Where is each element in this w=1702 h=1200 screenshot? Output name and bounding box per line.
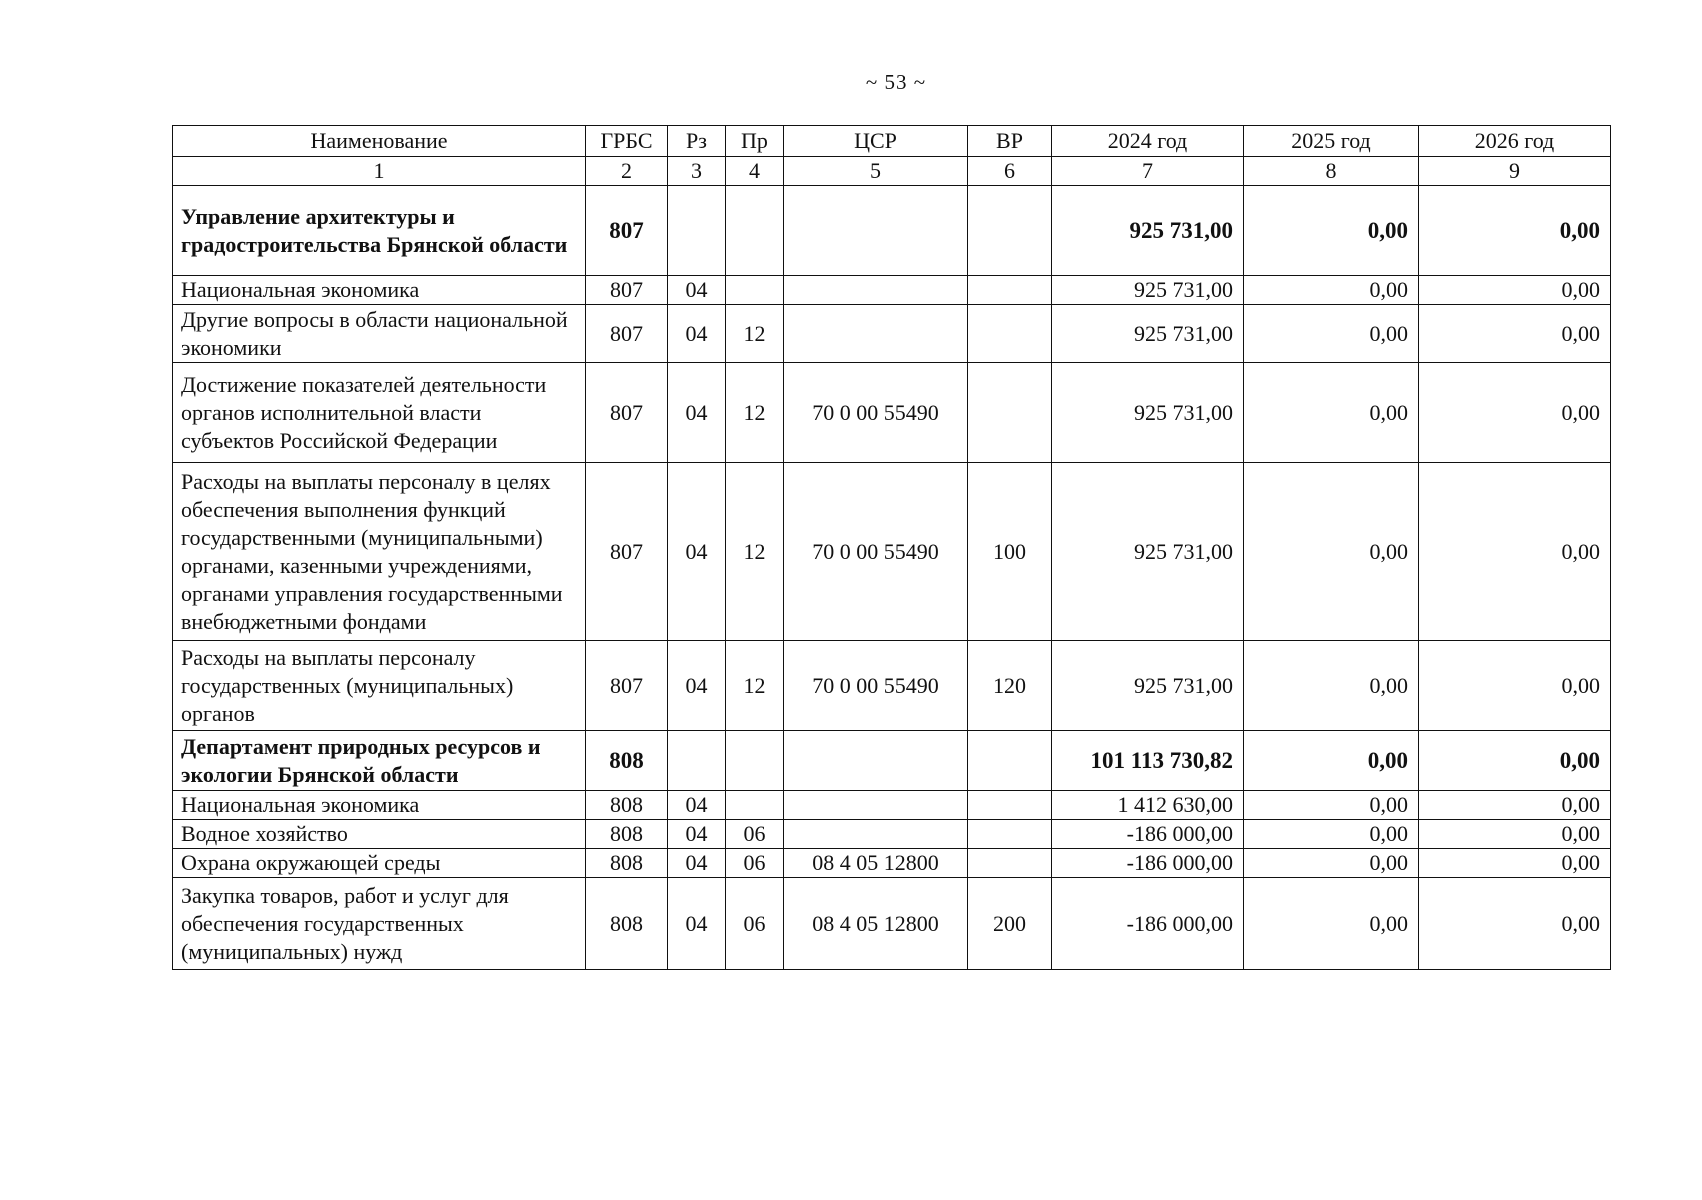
cell-grbs: 807 bbox=[586, 363, 668, 463]
column-number-cell: 1 bbox=[173, 157, 586, 186]
cell-grbs: 807 bbox=[586, 305, 668, 363]
cell-grbs: 808 bbox=[586, 820, 668, 849]
budget-table bbox=[172, 125, 1611, 970]
cell-csr bbox=[784, 820, 968, 849]
cell-name: Управление архитектуры и градостроительства Брянской области bbox=[173, 186, 586, 276]
cell-name: Достижение показателей деятельности органов исполнительной власти субъектов Российской Федерации bbox=[173, 363, 586, 463]
header-cell-rz: Рз bbox=[668, 126, 726, 157]
cell-pr: 06 bbox=[726, 878, 784, 970]
cell-2026: 0,00 bbox=[1419, 641, 1611, 731]
cell-vr bbox=[968, 791, 1052, 820]
cell-pr bbox=[726, 731, 784, 791]
cell-2025: 0,00 bbox=[1244, 186, 1419, 276]
cell-2026: 0,00 bbox=[1419, 363, 1611, 463]
cell-2024: 1 412 630,00 bbox=[1052, 791, 1244, 820]
cell-name: Департамент природных ресурсов и экологии Брянской области bbox=[173, 731, 586, 791]
cell-vr bbox=[968, 820, 1052, 849]
cell-2024: 925 731,00 bbox=[1052, 186, 1244, 276]
cell-csr: 70 0 00 55490 bbox=[784, 641, 968, 731]
table-row bbox=[173, 305, 1611, 363]
cell-rz bbox=[668, 186, 726, 276]
cell-csr: 70 0 00 55490 bbox=[784, 363, 968, 463]
cell-vr bbox=[968, 731, 1052, 791]
column-number-cell: 5 bbox=[784, 157, 968, 186]
cell-grbs: 808 bbox=[586, 731, 668, 791]
column-number-row bbox=[173, 157, 1611, 186]
header-cell-grbs: ГРБС bbox=[586, 126, 668, 157]
cell-2024: 925 731,00 bbox=[1052, 276, 1244, 305]
cell-csr bbox=[784, 305, 968, 363]
cell-rz: 04 bbox=[668, 363, 726, 463]
cell-2024: 925 731,00 bbox=[1052, 305, 1244, 363]
cell-pr: 12 bbox=[726, 305, 784, 363]
cell-pr: 12 bbox=[726, 463, 784, 641]
header-cell-pr: Пр bbox=[726, 126, 784, 157]
cell-csr bbox=[784, 791, 968, 820]
cell-2024: 925 731,00 bbox=[1052, 363, 1244, 463]
cell-rz: 04 bbox=[668, 641, 726, 731]
page-number: ~ 53 ~ bbox=[865, 70, 927, 94]
cell-grbs: 807 bbox=[586, 186, 668, 276]
cell-2024: 925 731,00 bbox=[1052, 641, 1244, 731]
cell-2026: 0,00 bbox=[1419, 820, 1611, 849]
column-number-cell: 7 bbox=[1052, 157, 1244, 186]
column-number-cell: 3 bbox=[668, 157, 726, 186]
cell-2025: 0,00 bbox=[1244, 463, 1419, 641]
cell-pr: 06 bbox=[726, 849, 784, 878]
cell-2025: 0,00 bbox=[1244, 305, 1419, 363]
cell-vr bbox=[968, 849, 1052, 878]
cell-pr: 06 bbox=[726, 820, 784, 849]
cell-2025: 0,00 bbox=[1244, 820, 1419, 849]
cell-grbs: 808 bbox=[586, 849, 668, 878]
header-cell-name: Наименование bbox=[173, 126, 586, 157]
header-cell-2026: 2026 год bbox=[1419, 126, 1611, 157]
cell-2025: 0,00 bbox=[1244, 363, 1419, 463]
cell-2024: -186 000,00 bbox=[1052, 878, 1244, 970]
cell-rz: 04 bbox=[668, 878, 726, 970]
cell-vr: 200 bbox=[968, 878, 1052, 970]
cell-2026: 0,00 bbox=[1419, 463, 1611, 641]
header-row bbox=[173, 126, 1611, 157]
cell-grbs: 808 bbox=[586, 791, 668, 820]
column-number-cell: 6 bbox=[968, 157, 1052, 186]
cell-pr bbox=[726, 186, 784, 276]
cell-pr bbox=[726, 791, 784, 820]
header-cell-csr: ЦСР bbox=[784, 126, 968, 157]
cell-csr: 08 4 05 12800 bbox=[784, 849, 968, 878]
cell-rz: 04 bbox=[668, 849, 726, 878]
cell-csr: 70 0 00 55490 bbox=[784, 463, 968, 641]
cell-2026: 0,00 bbox=[1419, 305, 1611, 363]
cell-vr: 100 bbox=[968, 463, 1052, 641]
cell-rz: 04 bbox=[668, 305, 726, 363]
cell-vr bbox=[968, 305, 1052, 363]
cell-grbs: 807 bbox=[586, 641, 668, 731]
cell-pr: 12 bbox=[726, 641, 784, 731]
cell-pr bbox=[726, 276, 784, 305]
cell-name: Расходы на выплаты персоналу государственных (муниципальных) органов bbox=[173, 641, 586, 731]
table-row bbox=[173, 363, 1611, 463]
cell-2025: 0,00 bbox=[1244, 641, 1419, 731]
cell-2025: 0,00 bbox=[1244, 849, 1419, 878]
cell-2025: 0,00 bbox=[1244, 878, 1419, 970]
cell-2024: 101 113 730,82 bbox=[1052, 731, 1244, 791]
table-row bbox=[173, 820, 1611, 849]
column-number-cell: 4 bbox=[726, 157, 784, 186]
cell-grbs: 807 bbox=[586, 463, 668, 641]
cell-vr bbox=[968, 276, 1052, 305]
column-number-cell: 2 bbox=[586, 157, 668, 186]
cell-vr: 120 bbox=[968, 641, 1052, 731]
cell-rz: 04 bbox=[668, 791, 726, 820]
cell-grbs: 807 bbox=[586, 276, 668, 305]
cell-name: Национальная экономика bbox=[173, 791, 586, 820]
cell-2026: 0,00 bbox=[1419, 791, 1611, 820]
cell-grbs: 808 bbox=[586, 878, 668, 970]
header-cell-2025: 2025 год bbox=[1244, 126, 1419, 157]
cell-2026: 0,00 bbox=[1419, 849, 1611, 878]
header-cell-2024: 2024 год bbox=[1052, 126, 1244, 157]
cell-rz bbox=[668, 731, 726, 791]
column-number-cell: 8 bbox=[1244, 157, 1419, 186]
table-row bbox=[173, 641, 1611, 731]
table-row bbox=[173, 276, 1611, 305]
cell-2024: -186 000,00 bbox=[1052, 849, 1244, 878]
table-row bbox=[173, 731, 1611, 791]
table-row bbox=[173, 849, 1611, 878]
cell-pr: 12 bbox=[726, 363, 784, 463]
table-row bbox=[173, 463, 1611, 641]
header-cell-vr: ВР bbox=[968, 126, 1052, 157]
cell-csr bbox=[784, 731, 968, 791]
column-number-cell: 9 bbox=[1419, 157, 1611, 186]
cell-vr bbox=[968, 186, 1052, 276]
cell-rz: 04 bbox=[668, 463, 726, 641]
cell-2025: 0,00 bbox=[1244, 791, 1419, 820]
cell-name: Закупка товаров, работ и услуг для обеспечения государственных (муниципальных) нужд bbox=[173, 878, 586, 970]
cell-name: Другие вопросы в области национальной экономики bbox=[173, 305, 586, 363]
table-row bbox=[173, 791, 1611, 820]
cell-name: Расходы на выплаты персоналу в целях обеспечения выполнения функций государственными (муниципальными) органами, казенными учреждениями, органами управления государственными внебюджетными фондами bbox=[173, 463, 586, 641]
cell-2024: -186 000,00 bbox=[1052, 820, 1244, 849]
cell-csr bbox=[784, 186, 968, 276]
cell-csr: 08 4 05 12800 bbox=[784, 878, 968, 970]
cell-name: Охрана окружающей среды bbox=[173, 849, 586, 878]
cell-2024: 925 731,00 bbox=[1052, 463, 1244, 641]
cell-vr bbox=[968, 363, 1052, 463]
table-body bbox=[173, 186, 1611, 970]
cell-rz: 04 bbox=[668, 820, 726, 849]
table-row bbox=[173, 186, 1611, 276]
cell-2026: 0,00 bbox=[1419, 186, 1611, 276]
cell-2025: 0,00 bbox=[1244, 731, 1419, 791]
cell-rz: 04 bbox=[668, 276, 726, 305]
cell-csr bbox=[784, 276, 968, 305]
table-row bbox=[173, 878, 1611, 970]
cell-2026: 0,00 bbox=[1419, 731, 1611, 791]
cell-name: Водное хозяйство bbox=[173, 820, 586, 849]
cell-2026: 0,00 bbox=[1419, 276, 1611, 305]
cell-2025: 0,00 bbox=[1244, 276, 1419, 305]
cell-2026: 0,00 bbox=[1419, 878, 1611, 970]
cell-name: Национальная экономика bbox=[173, 276, 586, 305]
